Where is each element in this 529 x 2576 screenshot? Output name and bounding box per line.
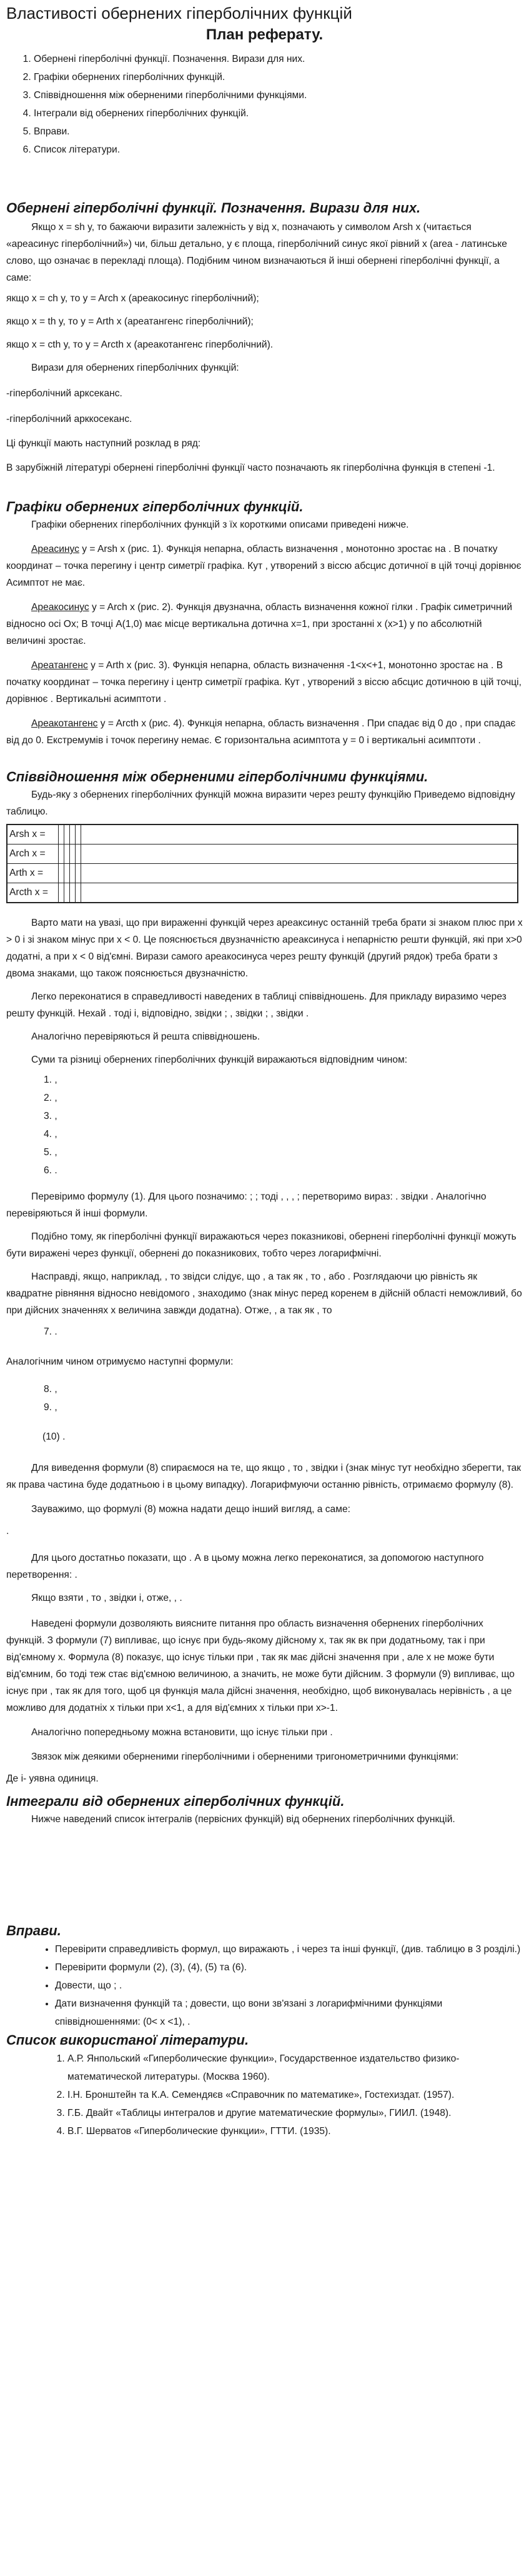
section-3-heading: Співвідношення між оберненими гіперболічними функціями. — [6, 769, 428, 784]
s3-paragraph: Аналогічним чином отримуємо наступні формули: — [6, 1356, 234, 1367]
s1-line: -гіперболічний арккосеканс. — [6, 414, 132, 424]
table-cell — [59, 883, 64, 903]
s3-paragraph: Де і- уявна одиниця. — [6, 1773, 99, 1784]
s3-paragraph: Якщо взяти , то , звідки і, отже, , . — [31, 1593, 182, 1603]
table-cell-label: Arch x = — [7, 844, 59, 864]
formula-9: 9. , — [44, 1402, 57, 1413]
s1-paragraph: Якщо x = sh y, то бажаючи виразити залежність y від x, позначають y символом Arsh x (читається «ареасинус гіперболічний») чи, більш детально, у є площа, гіперболічний синус якої рівний x (area - латинське слово, що означає в перекладі площа). Подібним чином визначаються й інші обернені гіперболічні функції, а саме: — [6, 222, 507, 283]
formula-8: 8. , — [44, 1384, 57, 1395]
term-areakosinus: Ареакосинус — [31, 602, 89, 613]
table-row — [7, 883, 518, 903]
s1-line: якщо x = ch y, то y = Arch x (ареакосинус гіперболічний); — [6, 293, 259, 304]
plan-list — [6, 50, 523, 159]
s2-paragraph — [6, 715, 523, 749]
exercise-item: • Перевірити формули (2), (3), (4), (5) та (6). — [55, 1958, 523, 1977]
exercise-item: • Перевірити справедливість формул, що виражають , і через та інші функції, (див. таблицю в 3 розділі.) — [55, 1940, 523, 1958]
formula-10: (10) . — [42, 1431, 66, 1442]
s3-paragraph: Звязок між деякими оберненими гіперболічними і оберненими тригонометричними функціями: — [31, 1752, 459, 1762]
formula-item: 2. , — [44, 1093, 57, 1103]
section-4-heading: Інтеграли від обернених гіперболічних функцій. — [6, 1793, 345, 1809]
s2-text: y = Arch x (рис. 2). Функція двузначна, область визначення кожної гілки . Графік симетричний відносно осі Ox; В точці A(1,0) має місце вертикальна дотична x=1, при зростанні x (x>1) y по абсолютній величині зростає. — [6, 602, 513, 646]
s3-paragraph: Будь-яку з обернених гіперболічних функцій можна виразити через решту функційю Приведемо відповідну таблицю. — [6, 789, 515, 817]
table-cell — [81, 864, 518, 883]
literature-item: 2. І.Н. Бронштейн та К.А. Семендяєв «Справочник по математике», Гостехиздат. (1957). — [67, 2086, 523, 2104]
plan-item: 4. Інтеграли від обернених гіперболічних функцій. — [34, 104, 523, 123]
s3-paragraph: Аналогічно попередньому можна встановити, що існує тільки при . — [31, 1727, 333, 1738]
section-5-heading: Вправи. — [6, 1923, 61, 1938]
table-cell — [64, 824, 70, 844]
table-cell — [64, 844, 70, 864]
s1-line: якщо x = cth y, то y = Arcth x (ареакотангенс гіперболічний). — [6, 339, 274, 350]
s1-line: якщо x = th y, то y = Arth x (ареатангенс гіперболічний); — [6, 316, 254, 327]
s1-line: Ці функції мають наступний розклад в ряд: — [6, 438, 201, 449]
table-cell — [76, 844, 81, 864]
s3-paragraph: Для цього достатньо показати, що . А в цьому можна легко переконатися, за допомогою наступного перетворення: . — [6, 1553, 484, 1580]
table-cell-label: Arth x = — [7, 864, 59, 883]
table-row — [7, 864, 518, 883]
table-cell — [70, 864, 76, 883]
table-cell — [59, 844, 64, 864]
table-cell — [70, 883, 76, 903]
s2-paragraph — [6, 541, 523, 591]
literature-item: 4. В.Г. Шерватов «Гиперболические функции», ГТТИ. (1935). — [67, 2122, 523, 2140]
formula-item: 5. , — [44, 1147, 57, 1158]
table-cell — [76, 864, 81, 883]
s2-text: y = Arcth x (рис. 4). Функція непарна, область визначення . При спадає від 0 до , при спадає від до 0. Екстремумів і точок перегину немає. Є горизонтальна асимптота y = 0 і вертикальні асимптоти . — [6, 718, 516, 746]
term-areakotangens: Ареакотангенс — [31, 718, 98, 729]
s2-paragraph — [6, 657, 523, 708]
table-cell-label: Arsh x = — [7, 824, 59, 844]
s1-paragraph: В зарубіжній літературі обернені гіперболічні функції часто позначають як гіперболічна функція в степені -1. — [6, 463, 495, 473]
relations-table — [6, 824, 518, 903]
s3-paragraph: Зауважимо, що формулі (8) можна надати дещо інший вигляд, а саме: — [31, 1504, 350, 1515]
table-cell — [76, 883, 81, 903]
table-row — [7, 824, 518, 844]
s2-paragraph — [6, 599, 523, 649]
plan-item: 1. Обернені гіперболічні функції. Позначення. Вирази для них. — [34, 50, 523, 68]
section-1-heading: Обернені гіперболічні функції. Позначення. Вирази для них. — [6, 200, 421, 216]
document-title: Властивості обернених гіперболічних функцій — [6, 4, 352, 23]
table-cell — [81, 824, 518, 844]
s1-line: -гіперболічний арксеканс. — [6, 388, 122, 399]
plan-item: 5. Вправи. — [34, 123, 523, 141]
s3-dot: . — [6, 1526, 9, 1536]
section-6-heading: Список використаної літератури. — [6, 2032, 249, 2048]
formula-7: 7. . — [44, 1326, 57, 1337]
exercises-list — [6, 1940, 523, 2031]
s3-paragraph: Легко переконатися в справедливості наведених в таблиці співвідношень. Для прикладу виразимо через решту функцій. Нехай . тоді і, відповідно, звідки ; , звідки ; , звідки . — [6, 991, 507, 1019]
s3-paragraph: Насправді, якщо, наприклад, , то звідси слідує, що , а так як , то , або . Розглядаючи цю рівність як квадратне рівняння відносно невідомого , знаходимо (знак мінус перед коренем в дійсній області неможливий, бо при дійсних значеннях x величина завжди додатна). Отже, , а так як , то — [6, 1271, 522, 1316]
table-cell — [81, 844, 518, 864]
s3-paragraph: Для виведення формули (8) спираємося на те, що якщо , то , звідки і (знак мінус тут необхідно зберегти, так як права частина буде додатньою і в цьому випадку). Логарифмуючи останню рівність, отримаємо формулу (8). — [6, 1463, 522, 1490]
s2-paragraph: Графіки обернених гіперболічних функцій з їх короткими описами приведені нижче. — [31, 519, 409, 530]
table-cell — [59, 824, 64, 844]
s3-paragraph: Перевіримо формулу (1). Для цього позначимо: ; ; тоді , , , ; перетворимо вираз: . звідки . Аналогічно перевіряються й інші формули. — [6, 1191, 487, 1219]
table-cell-label: Arcth x = — [7, 883, 59, 903]
formula-item: 6. . — [44, 1165, 57, 1176]
table-cell — [81, 883, 518, 903]
formula-item: 3. , — [44, 1111, 57, 1121]
term-areasinus: Ареасинус — [31, 544, 79, 554]
s3-paragraph: Аналогічно перевіряються й решта співвідношень. — [31, 1031, 260, 1042]
exercise-item: • Дати визначення функцій та ; довести, що вони зв'язані з логарифмічними функціями співвідношеннями: (0< x <1), . — [55, 1995, 523, 2031]
table-cell — [70, 824, 76, 844]
literature-list — [6, 2050, 523, 2140]
table-row — [7, 844, 518, 864]
s3-paragraph: Наведені формули дозволяють виясните питання про область визначення обернених гіперболічних функцій. З формули (7) випливає, що існує при будь-якому дійсному x, так як вк при додатньому, так і при від'ємному x. Формула (8) показує, що існує тільки при , так як має дійсні значення при , але x не може бути від'ємним, бо тоді теж стає від'ємною величиною, а значить, не може бути дійсним. З формули (9) випливає, що існує при , так як для того, щоб ця функція мала дійсні значення, необхідно, щоб виконувалась нерівність , а це можливо для додатніх x тільки при x<1, а для від'ємних x тільки при x>-1. — [6, 1618, 515, 1713]
s3-paragraph: Варто мати на увазі, що при вираженні функцій через ареаксинус останній треба брати зі знаком плюс при x > 0 і зі знаком мінус при x < 0. Це пояснюється двузначністю ареаксинуса і непарністю решти функцій, які при x>0 додатні, а при x < 0 від'ємні. Вирази самого ареакосинуса через решту функцій (другий рядок) треба брати з двома знаками, що також пояснюється двузначністю. — [6, 918, 523, 979]
sum-formulas-list — [6, 1071, 523, 1180]
s4-paragraph: Нижче наведений список інтегралів (первісних функцій) від обернених гіперболічних функцій. — [31, 1814, 455, 1825]
literature-item: 1. А.Р. Янпольский «Гиперболические функции», Государственное издательство физико-математической литературы. (Москва 1960). — [67, 2050, 523, 2086]
formula-item: 4. , — [44, 1129, 57, 1140]
table-cell — [70, 844, 76, 864]
table-cell — [76, 824, 81, 844]
s3-paragraph: Суми та різниці обернених гіперболічних функцій виражаються відповідним чином: — [31, 1055, 408, 1065]
table-cell — [59, 864, 64, 883]
plan-item: 6. Список літератури. — [34, 141, 523, 159]
plan-title: План реферату. — [205, 26, 324, 43]
s1-paragraph: Вирази для обернених гіперболічних функцій: — [31, 363, 239, 373]
section-2-heading: Графіки обернених гіперболічних функцій. — [6, 499, 304, 514]
plan-item: 3. Співвідношення між оберненими гіперболічними функціями. — [34, 86, 523, 104]
formula-item: 1. , — [44, 1075, 57, 1085]
exercise-item: • Довести, що ; . — [55, 1977, 523, 1995]
table-cell — [64, 864, 70, 883]
s3-paragraph: Подібно тому, як гіперболічні функції виражаються через показникові, обернені гіперболічні функції можуть бути виражені через функції, обернені до показникових, тобто через логарифмічні. — [6, 1231, 517, 1259]
literature-item: 3. Г.Б. Двайт «Таблицы интегралов и другие математические формулы», ГИИЛ. (1948). — [67, 2104, 523, 2122]
s2-text: y = Arsh x (рис. 1). Функція непарна, область визначення , монотонно зростає на . В початку координат – точка перегину і центр симетрії графіка. Кут , утворений з віссю абсцис дотичної в цій точці дорівнює Асимптот не має. — [6, 544, 522, 588]
term-areatangens: Ареатангенс — [31, 660, 88, 671]
table-cell — [64, 883, 70, 903]
s2-text: y = Arth x (рис. 3). Функція непарна, область визначення -1<x<+1, монотонно зростає на . В початку координат – точка перегину і центр симетрії графіка. Кут , утворений з віссю абсцис дотичною в цій точці, дорівнює . Вертикальні асимптоти . — [6, 660, 522, 704]
plan-item: 2. Графіки обернених гіперболічних функцій. — [34, 68, 523, 86]
